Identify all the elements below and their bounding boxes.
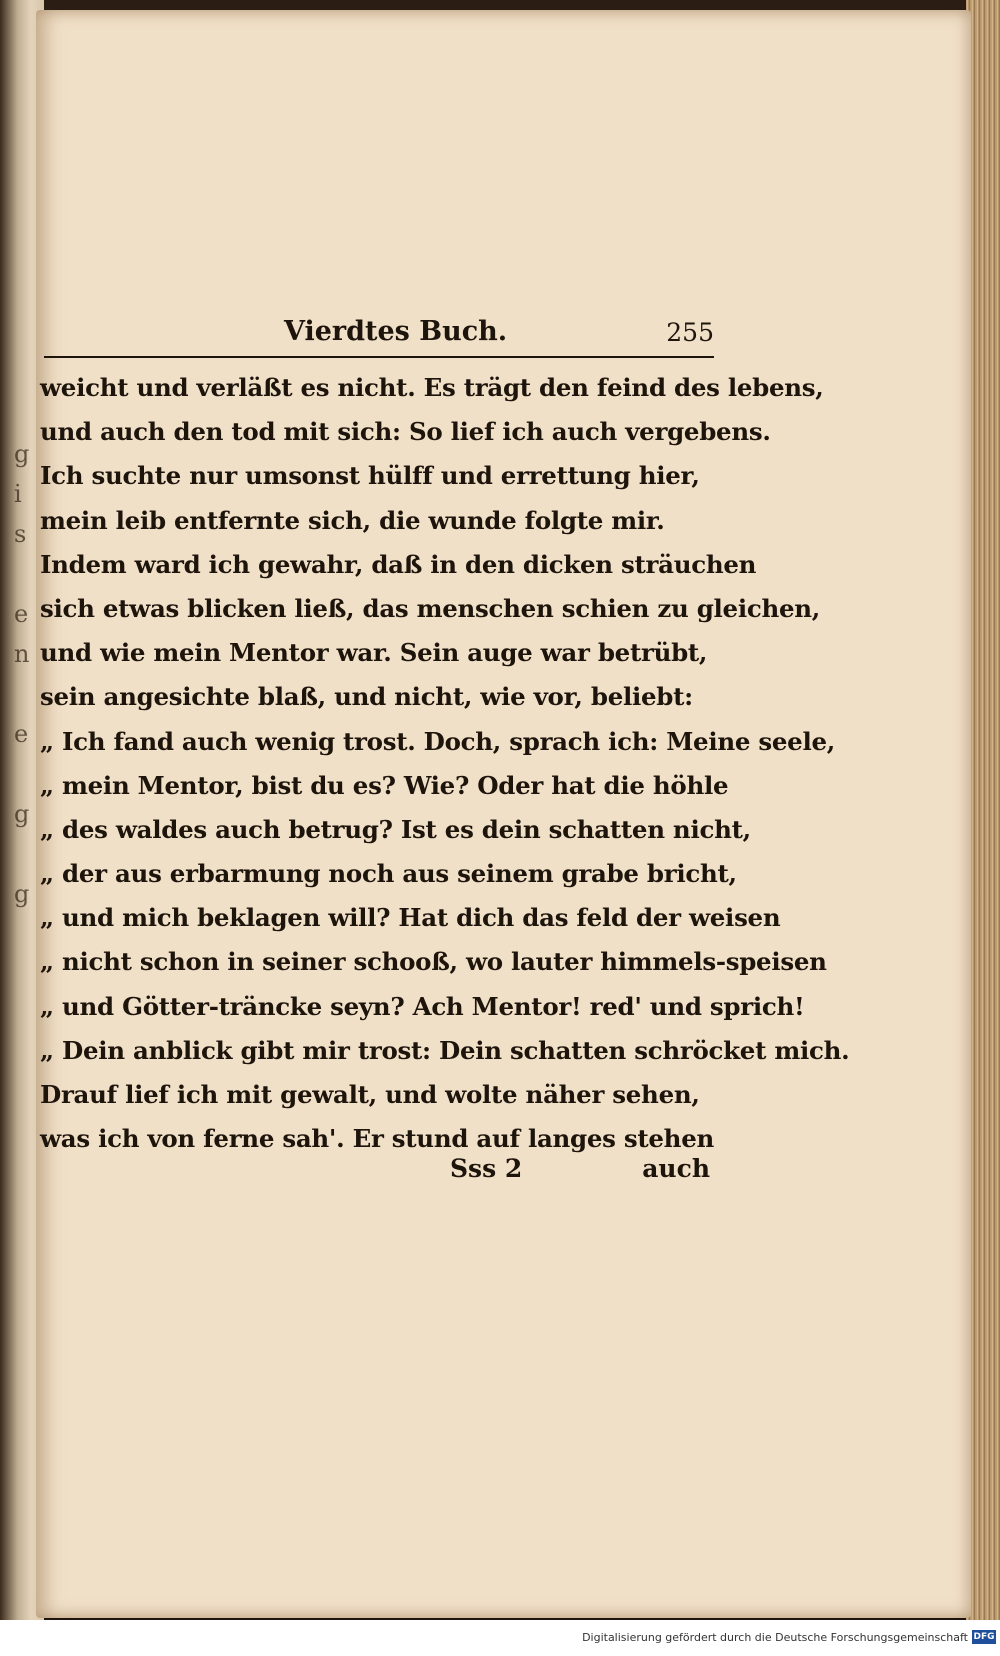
text-line: mein leib entfernte sich, die wunde folgte mir. [40, 505, 665, 535]
text-line: „ des waldes auch betrug? Ist es dein schatten nicht, [40, 814, 751, 844]
catchline [40, 1154, 710, 1194]
text-line: „ nicht schon in seiner schooß, wo lauter himmels-speisen [40, 947, 827, 977]
running-head [44, 316, 714, 358]
text-line: „ mein Mentor, bist du es? Wie? Oder hat die höhle [40, 770, 729, 800]
catchword: auch [642, 1154, 710, 1183]
text-line: sein angesichte blaß, und nicht, wie vor, beliebt: [40, 682, 693, 712]
dfg-logo: DFG [973, 1632, 995, 1642]
running-title: Vierdtes Buch. [284, 316, 508, 347]
text-line: sich etwas blicken ließ, das menschen schien zu gleichen, [40, 593, 821, 623]
text-line: und wie mein Mentor war. Sein auge war betrübt, [40, 638, 708, 668]
text-line: „ und Götter-träncke seyn? Ach Mentor! red' und sprich! [40, 991, 805, 1021]
text-line: Indem ward ich gewahr, daß in den dicken sträuchen [40, 549, 757, 579]
text-line: Ich suchte nur umsonst hülff und errettung hier, [40, 461, 700, 491]
book-block-edge [966, 0, 1000, 1620]
text-line: und auch den tod mit sich: So lief ich auch vergebens. [40, 417, 771, 447]
funding-credit: Digitalisierung gefördert durch die Deutsche Forschungsgemeinschaft [582, 1631, 968, 1644]
facing-page-fragment: e [14, 600, 29, 628]
text-line: „ Dein anblick gibt mir trost: Dein schatten schröcket mich. [40, 1035, 850, 1065]
text-line: weicht und verläßt es nicht. Es trägt den feind des lebens, [40, 373, 824, 402]
text-line: was ich von ferne sah'. Er stund auf langes stehen [40, 1124, 714, 1154]
footer-bar [0, 1620, 1000, 1656]
text-line: „ Ich fand auch wenig trost. Doch, sprach ich: Meine seele, [40, 726, 835, 756]
facing-page-fragment: n [14, 640, 30, 668]
facing-page-fragment: e [14, 720, 29, 748]
facing-page-fragment: s [14, 520, 27, 548]
text-block [40, 366, 850, 1161]
page-number: 255 [666, 318, 714, 347]
facing-page-fragment: g [14, 880, 30, 908]
facing-page-fragment: i [14, 480, 22, 508]
text-line: „ und mich beklagen will? Hat dich das feld der weisen [40, 903, 781, 933]
facing-page-fragment: g [14, 800, 30, 828]
facing-page-fragment: g [14, 440, 30, 468]
text-line: Drauf lief ich mit gewalt, und wolte näher sehen, [40, 1080, 700, 1109]
text-line: „ der aus erbarmung noch aus seinem grabe bricht, [40, 859, 737, 889]
signature-mark: Sss 2 [450, 1154, 523, 1183]
